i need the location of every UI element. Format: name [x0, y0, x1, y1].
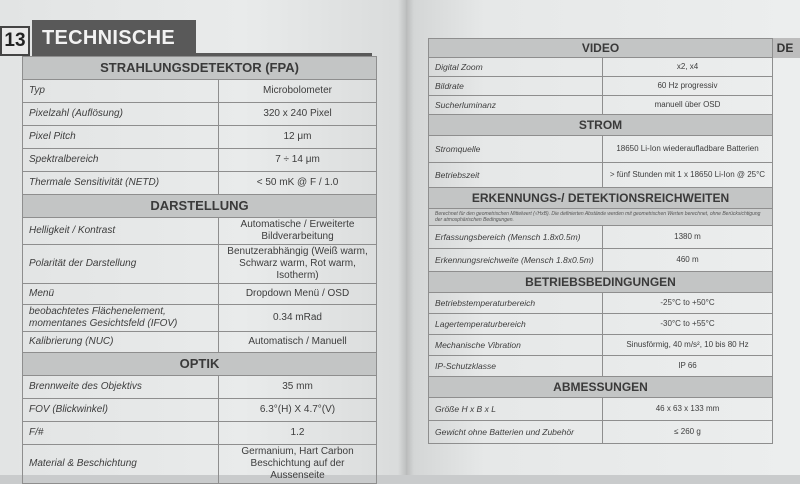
- section-header-strom: [429, 115, 773, 136]
- language-badge: DE: [770, 38, 800, 58]
- spec-label: Helligkeit / Kontrast: [23, 218, 219, 245]
- table-row: [429, 96, 773, 115]
- spec-value: Automatisch / Manuell: [219, 332, 377, 353]
- spec-table-right: [428, 38, 773, 444]
- book-gutter: [398, 0, 414, 475]
- table-row: [429, 356, 773, 377]
- spec-label: Gewicht ohne Batterien und Zubehör: [429, 421, 603, 444]
- spec-label: Erkennungsreichweite (Mensch 1.8x0.5m): [429, 249, 603, 272]
- section-title: STROM: [429, 115, 773, 136]
- spec-value: x2, x4: [603, 58, 773, 77]
- spec-label: Größe H x B x L: [429, 398, 603, 421]
- spec-value: 460 m: [603, 249, 773, 272]
- table-row: [429, 58, 773, 77]
- spec-label: Menü: [23, 284, 219, 305]
- section-title: VIDEO: [429, 39, 773, 58]
- spec-label: FOV (Blickwinkel): [23, 399, 219, 422]
- spec-value: IP 66: [603, 356, 773, 377]
- table-row: [23, 399, 377, 422]
- spec-label: Material & Beschichtung: [23, 445, 219, 484]
- range-footnote: Berechnet für den geometrischen Mittelwert (√HxB). Die definierten Abstände werden mit geometrischen Werten berechnet, ohne Berücksichtigung der atmosphärischen Bedingungen.: [429, 209, 773, 226]
- spec-value: 1380 m: [603, 226, 773, 249]
- spec-label: Erfassungsbereich (Mensch 1.8x0.5m): [429, 226, 603, 249]
- spec-value: ≤ 260 g: [603, 421, 773, 444]
- spec-label: Mechanische Vibration: [429, 335, 603, 356]
- spec-label: Polarität der Darstellung: [23, 245, 219, 284]
- spec-label: Sucherluminanz: [429, 96, 603, 115]
- table-row: [23, 305, 377, 332]
- spec-value: 60 Hz progressiv: [603, 77, 773, 96]
- table-row: [23, 80, 377, 103]
- spec-value: -30°C to +55°C: [603, 314, 773, 335]
- spec-value: -25°C to +50°C: [603, 293, 773, 314]
- spec-value: 7 ÷ 14 μm: [219, 149, 377, 172]
- spec-value: Germanium, Hart Carbon Beschichtung auf der Aussenseite: [219, 445, 377, 484]
- spec-value: 320 x 240 Pixel: [219, 103, 377, 126]
- table-row: [429, 293, 773, 314]
- spec-label: Spektralbereich: [23, 149, 219, 172]
- spec-label: Bildrate: [429, 77, 603, 96]
- section-title: STRAHLUNGSDETEKTOR (FPA): [23, 57, 377, 80]
- spec-label: Pixel Pitch: [23, 126, 219, 149]
- table-row: [23, 445, 377, 484]
- table-row: [23, 376, 377, 399]
- table-row: [23, 422, 377, 445]
- spec-value: manuell über OSD: [603, 96, 773, 115]
- table-row: [429, 398, 773, 421]
- section-title: ERKENNUNGS-/ DETEKTIONSREICHWEITEN: [429, 188, 773, 209]
- spec-label: IP-Schutzklasse: [429, 356, 603, 377]
- table-row: [23, 332, 377, 353]
- spec-label: Betriebszeit: [429, 163, 603, 188]
- table-row: [429, 136, 773, 163]
- section-title: OPTIK: [23, 353, 377, 376]
- range-footnote-row: [429, 209, 773, 226]
- spec-value: 0.34 mRad: [219, 305, 377, 332]
- section-header-betrieb: [429, 272, 773, 293]
- table-row: [429, 249, 773, 272]
- spec-value: Dropdown Menü / OSD: [219, 284, 377, 305]
- table-row: [429, 77, 773, 96]
- spec-value: 35 mm: [219, 376, 377, 399]
- spec-value: > fünf Stunden mit 1 x 18650 Li-Ion @ 25°C: [603, 163, 773, 188]
- spec-value: Benutzerabhängig (Weiß warm, Schwarz warm, Rot warm, Isotherm): [219, 245, 377, 284]
- section-header-video: [429, 39, 773, 58]
- spec-label: Brennweite des Objektivs: [23, 376, 219, 399]
- spec-label: Digital Zoom: [429, 58, 603, 77]
- spec-label: Pixelzahl (Auflösung): [23, 103, 219, 126]
- table-row: [429, 163, 773, 188]
- spec-value: 6.3°(H) X 4.7°(V): [219, 399, 377, 422]
- spec-label: Lagertemperaturbereich: [429, 314, 603, 335]
- spec-value: Microbolometer: [219, 80, 377, 103]
- page-title: TECHNISCHE: [32, 20, 196, 56]
- section-header-abmessungen: [429, 377, 773, 398]
- section-title: ABMESSUNGEN: [429, 377, 773, 398]
- table-row: [429, 335, 773, 356]
- spec-label: Stromquelle: [429, 136, 603, 163]
- spec-value: 12 μm: [219, 126, 377, 149]
- spec-label: Typ: [23, 80, 219, 103]
- spec-value: Sinusförmig, 40 m/s², 10 bis 80 Hz: [603, 335, 773, 356]
- spec-label: Thermale Sensitivität (NETD): [23, 172, 219, 195]
- section-header-optik: [23, 353, 377, 376]
- spec-value: < 50 mK @ F / 1.0: [219, 172, 377, 195]
- section-title: DARSTELLUNG: [23, 195, 377, 218]
- table-row: [23, 284, 377, 305]
- section-header-darstellung: [23, 195, 377, 218]
- spec-value: Automatische / Erweiterte Bildverarbeitung: [219, 218, 377, 245]
- section-title: BETRIEBSBEDINGUNGEN: [429, 272, 773, 293]
- table-row: [429, 421, 773, 444]
- spec-label: beobachtetes Flächenelement, momentanes Gesichtsfeld (IFOV): [23, 305, 219, 332]
- spec-label: Kalibrierung (NUC): [23, 332, 219, 353]
- spec-value: 18650 Li-Ion wiederaufladbare Batterien: [603, 136, 773, 163]
- table-row: [23, 126, 377, 149]
- table-row: [23, 218, 377, 245]
- table-row: [429, 226, 773, 249]
- table-row: [23, 103, 377, 126]
- spec-value: 46 x 63 x 133 mm: [603, 398, 773, 421]
- section-header-reichweiten: [429, 188, 773, 209]
- table-row: [429, 314, 773, 335]
- page-number: 13: [0, 26, 30, 56]
- spec-value: 1.2: [219, 422, 377, 445]
- table-row: [23, 245, 377, 284]
- table-row: [23, 149, 377, 172]
- section-header-fpa: [23, 57, 377, 80]
- table-row: [23, 172, 377, 195]
- spec-label: Betriebstemperaturbereich: [429, 293, 603, 314]
- spec-table-left: [22, 56, 377, 484]
- spec-label: F/#: [23, 422, 219, 445]
